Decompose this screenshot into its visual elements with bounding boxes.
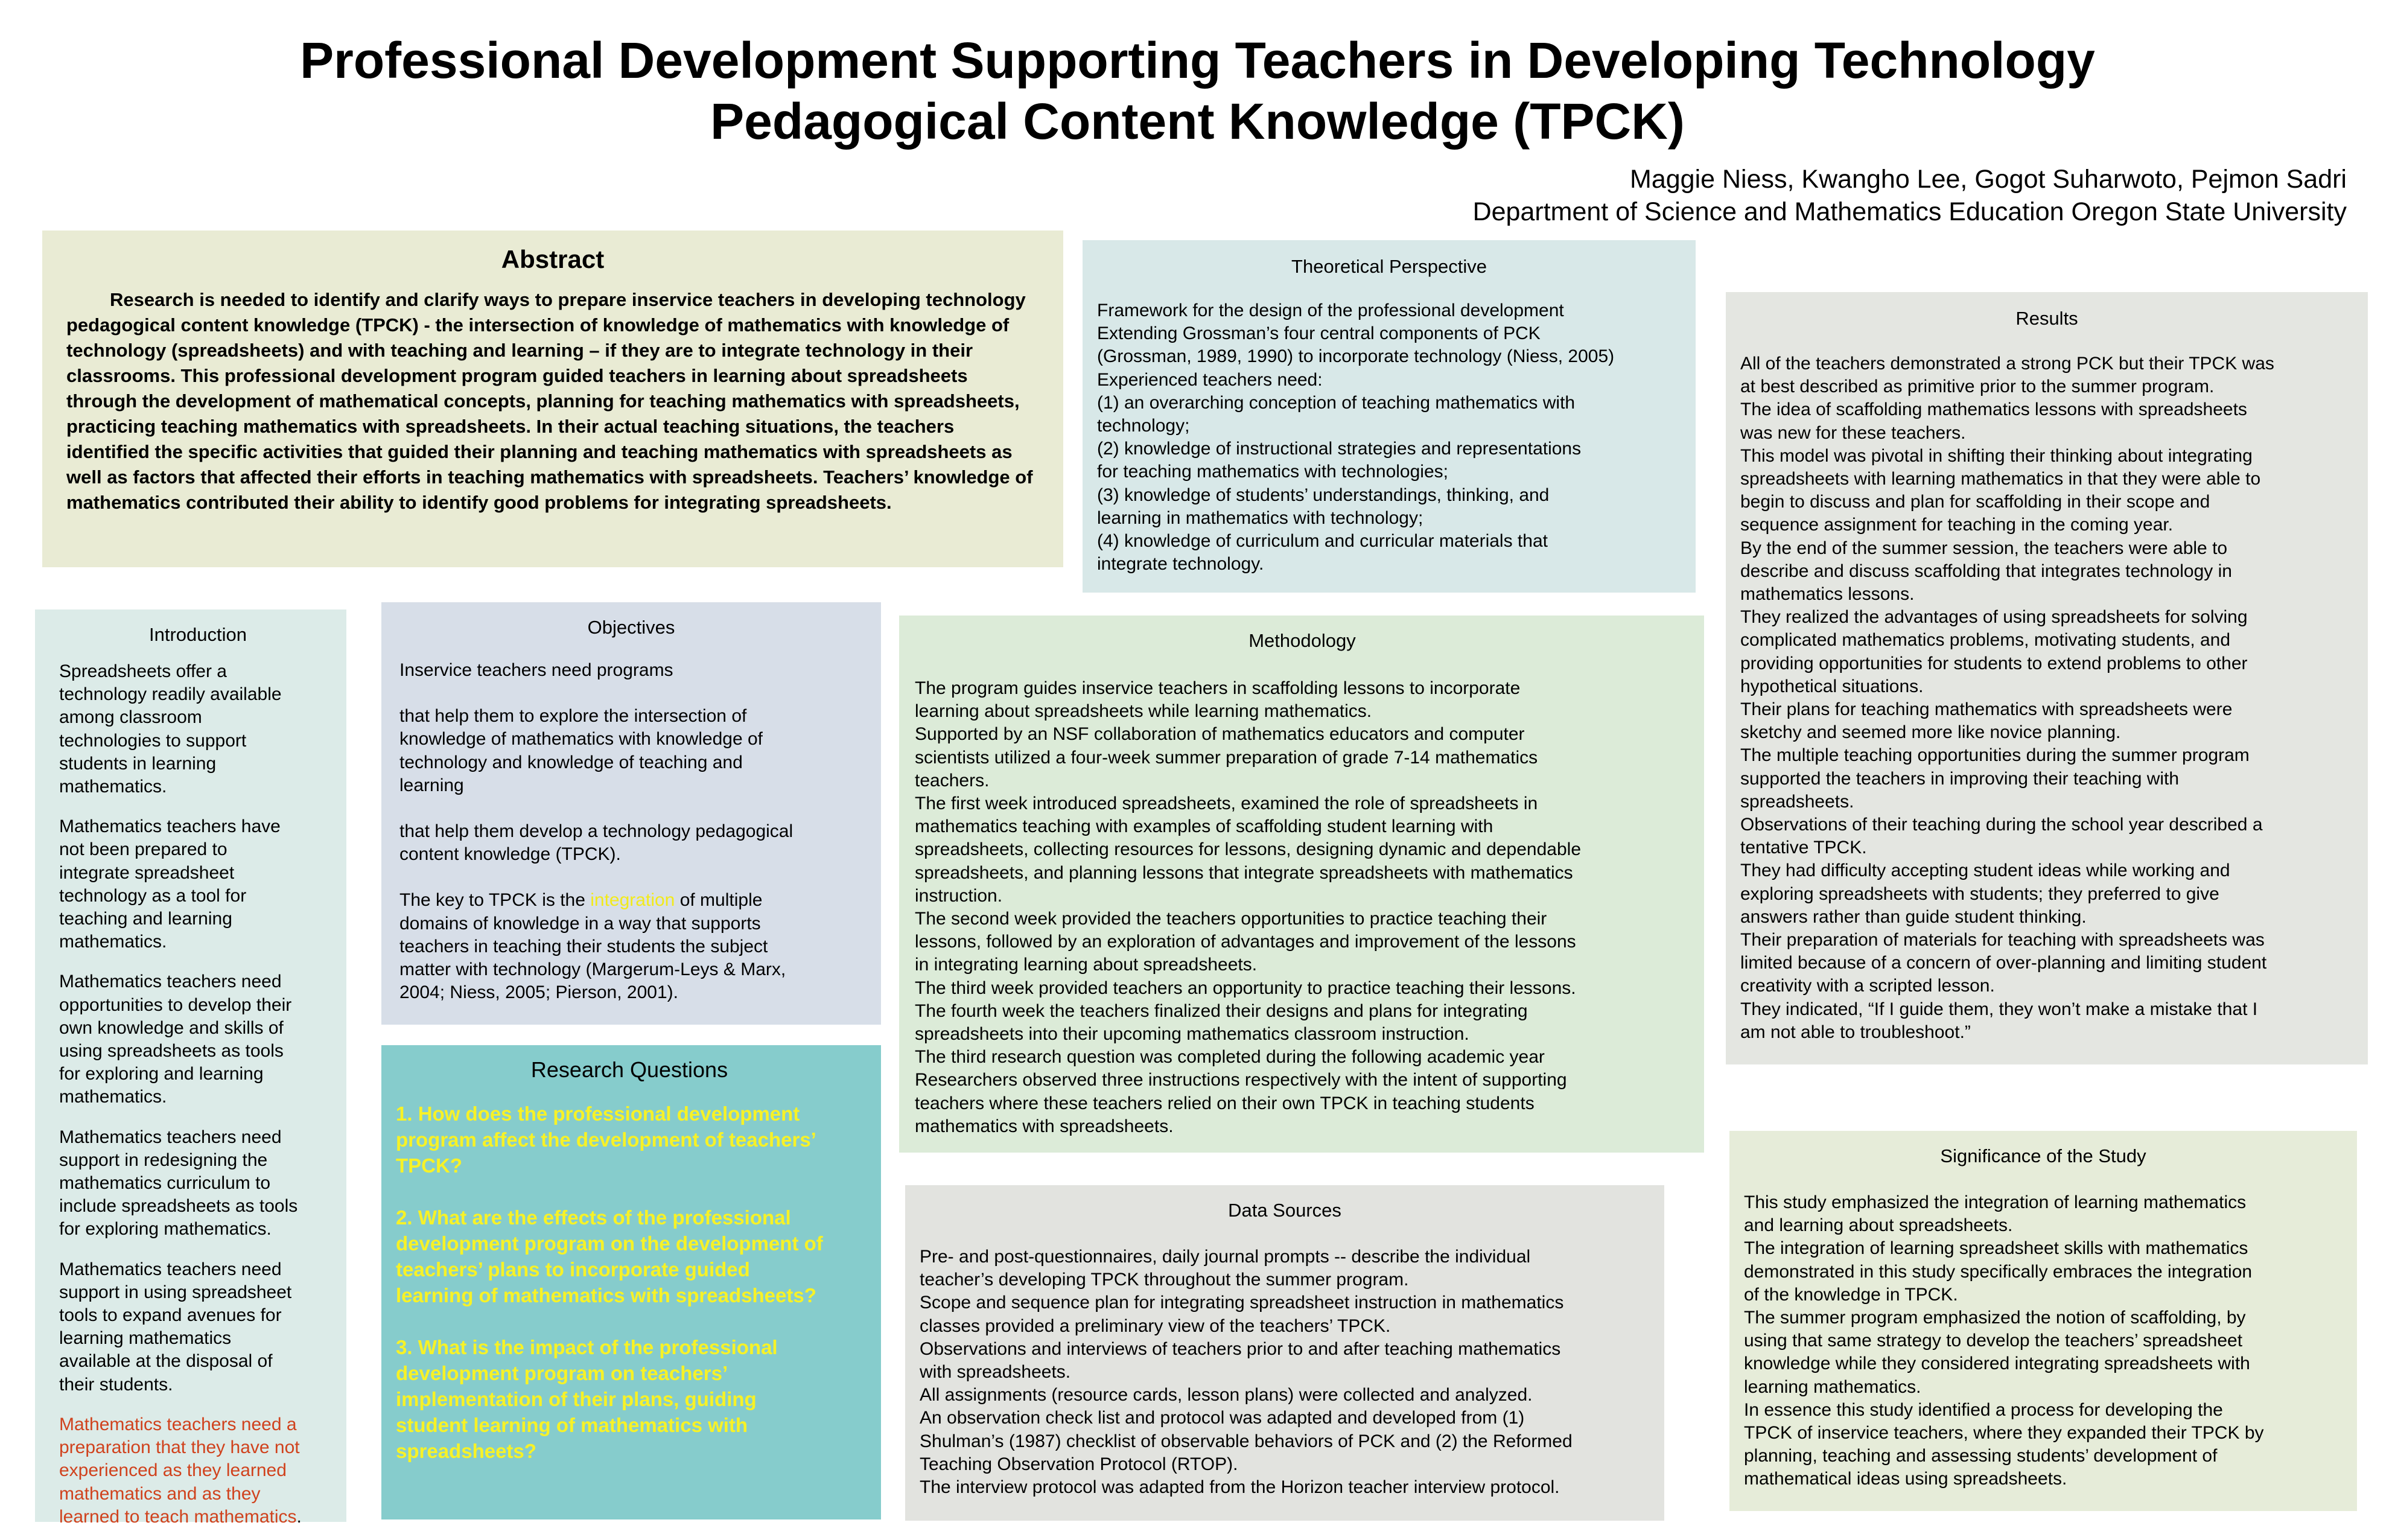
- authors: Maggie Niess, Kwangho Lee, Gogot Suharwoto, Pejmon Sadri: [1630, 165, 2347, 194]
- objectives-key-paragraph: [399, 889, 863, 1004]
- introduction-highlight-text: Mathematics teachers need a preparation that they have not experienced as they learned mathematics and as they learned to teach mathematics: [59, 1414, 300, 1527]
- theoretical-perspective-heading: Theoretical Perspective: [1291, 256, 1487, 277]
- significance-heading: Significance of the Study: [1940, 1145, 2146, 1166]
- significance-section: [1729, 1131, 2357, 1511]
- abstract-heading: Abstract: [501, 245, 605, 273]
- research-question: 2. What are the effects of the professional development program on the development of teachers’ plans to incorporate guided learning of mathematics with spreadsheets?: [396, 1206, 823, 1306]
- objectives-key-suffix: of multiple domains of knowledge in a way that supports teachers in teaching their students the subject matter with technology (Margerum-Leys & Marx, 2004; Niess, 2005; Pierson, 2001).: [399, 890, 786, 1003]
- results-section: [1726, 292, 2368, 1064]
- introduction-paragraph-highlight: [59, 1413, 337, 1529]
- objectives-paragraph: Inservice teachers need programs: [399, 660, 673, 680]
- theoretical-perspective-section: [1083, 240, 1696, 593]
- introduction-paragraph: Mathematics teachers need support in using spreadsheet tools to expand avenues for learning mathematics available at the disposal of their students.: [59, 1259, 292, 1395]
- research-questions-heading: Research Questions: [530, 1057, 728, 1082]
- theoretical-perspective-text: Framework for the design of the professional development Extending Grossman’s four central components of PCK (Grossman, 1989, 1990) to incorporate technology (Niess, 2005) Experienced teachers need: (1) an overarching conception of teaching mathematics with technology; (2) knowledge of instructional strategies and representations for teaching mathematics with technologies; (3) knowledge of students’ understandings, thinking, and learning in mathematics with technology; (4) knowledge of curriculum and curricular materials that integrate technology.: [1097, 301, 1615, 574]
- objectives-paragraph: that help them to explore the intersection of knowledge of mathematics with knowledge of technology and knowledge of teaching and learning: [399, 706, 763, 795]
- research-questions-section: [381, 1045, 881, 1519]
- introduction-heading: Introduction: [149, 624, 247, 645]
- abstract-section: [42, 231, 1063, 567]
- research-question: 1. How does the professional development program affect the development of teachers’ TPCK?: [396, 1102, 816, 1177]
- introduction-section: [35, 609, 346, 1527]
- affiliation: Department of Science and Mathematics Education Oregon State University: [1472, 197, 2347, 226]
- objectives-highlight-word: integration: [590, 890, 675, 911]
- objectives-key-prefix: The key to TPCK is the: [399, 890, 591, 911]
- research-question: 3. What is the impact of the professional development program on teachers’ implementation of their plans, guiding student learning of mathematics with spreadsheets?: [396, 1336, 778, 1462]
- methodology-heading: Methodology: [1248, 630, 1356, 651]
- title-line-2: Pedagogical Content Knowledge (TPCK): [710, 93, 1685, 150]
- data-sources-heading: Data Sources: [1228, 1200, 1341, 1221]
- poster-title: [0, 30, 2395, 152]
- methodology-text: The program guides inservice teachers in scaffolding lessons to incorporate learning about spreadsheets while learning mathematics. Supported by an NSF collaboration of mathematics educators and computer scientists utilized a four-week summer preparation of grade 7-14 mathematics teachers. The first week introduced spreadsheets, examined the role of spreadsheets in mathematics teaching with examples of scaffolding student learning with spreadsheets, collecting resources for lessons, designing dynamic and dependable spreadsheets, and planning lessons that integrate spreadsheets with mathematics instruction. The second week provided the teachers opportunities to practice teaching their lessons, followed by an exploration of advantages and improvement of the lessons in integrating learning about spreadsheets. The third week provided teachers an opportunity to practice teaching their lessons. The fourth week the teachers finalized their designs and plans for integrating spreadsheets into their upcoming mathematics classroom instruction. The third research question was completed during the following academic year Researchers observed three instructions respectively with the intent of supporting teachers where these teachers relied on their own TPCK in teaching students mathematics with spreadsheets.: [915, 678, 1582, 1136]
- introduction-paragraph: Spreadsheets offer a technology readily available among classroom technologies to support students in learning mathematics.: [59, 661, 282, 797]
- objectives-paragraph: that help them develop a technology pedagogical content knowledge (TPCK).: [399, 821, 794, 865]
- results-text: All of the teachers demonstrated a strong PCK but their TPCK was at best described as primitive prior to the summer program. The idea of scaffolding mathematics lessons with spreadsheets was new for these teachers. This model was pivotal in shifting their thinking about integrating spreadsheets with learning mathematics in that they were able to begin to discuss and plan for scaffolding in their scope and sequence assignment for teaching in the coming year. By the end of the summer session, the teachers were able to describe and discuss scaffolding that integrates technology in mathematics lessons. They realized the advantages of using spreadsheets for solving complicated mathematics problems, motivating students, and providing opportunities for students to extend problems to other hypothetical situations. Their plans for teaching mathematics with spreadsheets were sketchy and seemed more like novice planning. The multiple teaching opportunities during the summer program supported the teachers in improving their teaching with spreadsheets. Observations of their teaching during the school year described a tentative TPCK. They had difficulty accepting student ideas while working and exploring spreadsheets with students; they preferred to give answers rather than guide student thinking. Their preparation of materials for teaching with spreadsheets was limited because of a concern of over-planning and limiting student creativity with a scripted lesson. They indicated, “If I guide them, they won’t make a mistake that I am not able to troubleshoot.”: [1740, 354, 2274, 1042]
- significance-text: This study emphasized the integration of learning mathematics and learning about spreadsheets. The integration of learning spreadsheet skills with mathematics demonstrated in this study specifically embraces the integration of the knowledge in TPCK. The summer program emphasized the notion of scaffolding, by using that same strategy to develop the teachers’ spreadsheet knowledge while they considered integrating spreadsheets with learning mathematics. In essence this study identified a process for developing the TPCK of inservice teachers, where they expanded their TPCK by planning, teaching and assessing students’ development of mathematical ideas using spreadsheets.: [1744, 1192, 2264, 1489]
- results-heading: Results: [2015, 308, 2078, 329]
- introduction-paragraph: Mathematics teachers need opportunities to develop their own knowledge and skills of using spreadsheets as tools for exploring and learning mathematics.: [59, 972, 292, 1107]
- introduction-paragraph: Mathematics teachers need support in redesigning the mathematics curriculum to include spreadsheets as tools for exploring mathematics.: [59, 1127, 298, 1239]
- introduction-period: .: [296, 1506, 302, 1527]
- objectives-heading: Objectives: [587, 617, 675, 638]
- data-sources-text: Pre- and post-questionnaires, daily journal prompts -- describe the individual teacher’s developing TPCK throughout the summer program. Scope and sequence plan for integrating spreadsheet instruction in mathematics classes provided a preliminary view of the teachers’ TPCK. Observations and interviews of teachers prior to and after teaching mathematics with spreadsheets. All assignments (resource cards, lesson plans) were collected and analyzed. An observation check list and protocol was adapted and developed from (1) Shulman’s (1987) checklist of observable behaviors of PCK and (2) the Reformed Teaching Observation Protocol (RTOP). The interview protocol was adapted from the Horizon teacher interview protocol.: [920, 1247, 1573, 1498]
- objectives-section: [381, 602, 881, 1025]
- methodology-section: [899, 616, 1704, 1153]
- title-line-1: Professional Development Supporting Teachers in Developing Technology: [300, 32, 2095, 89]
- introduction-paragraph: Mathematics teachers have not been prepared to integrate spreadsheet technology as a tool for teaching and learning mathematics.: [59, 816, 281, 952]
- abstract-text: Research is needed to identify and clarify ways to prepare inservice teachers in developing technology pedagogical content knowledge (TPCK) - the intersection of knowledge of mathematics with knowledge of technology (spreadsheets) and with teaching and learning – if they are to integrate technology in their classrooms. This professional development program guided teachers in learning about spreadsheets through the development of mathematical concepts, planning for teaching mathematics with spreadsheets, practicing teaching mathematics with spreadsheets. In their actual teaching situations, the teachers identified the specific activities that guided their planning and teaching mathematics with spreadsheets as well as factors that affected their efforts in teaching mathematics with spreadsheets. Teachers’ knowledge of mathematics contributed their ability to identify good problems for integrating spreadsheets.: [66, 289, 1033, 513]
- author-block: [1140, 163, 2347, 228]
- data-sources-section: [905, 1185, 1664, 1521]
